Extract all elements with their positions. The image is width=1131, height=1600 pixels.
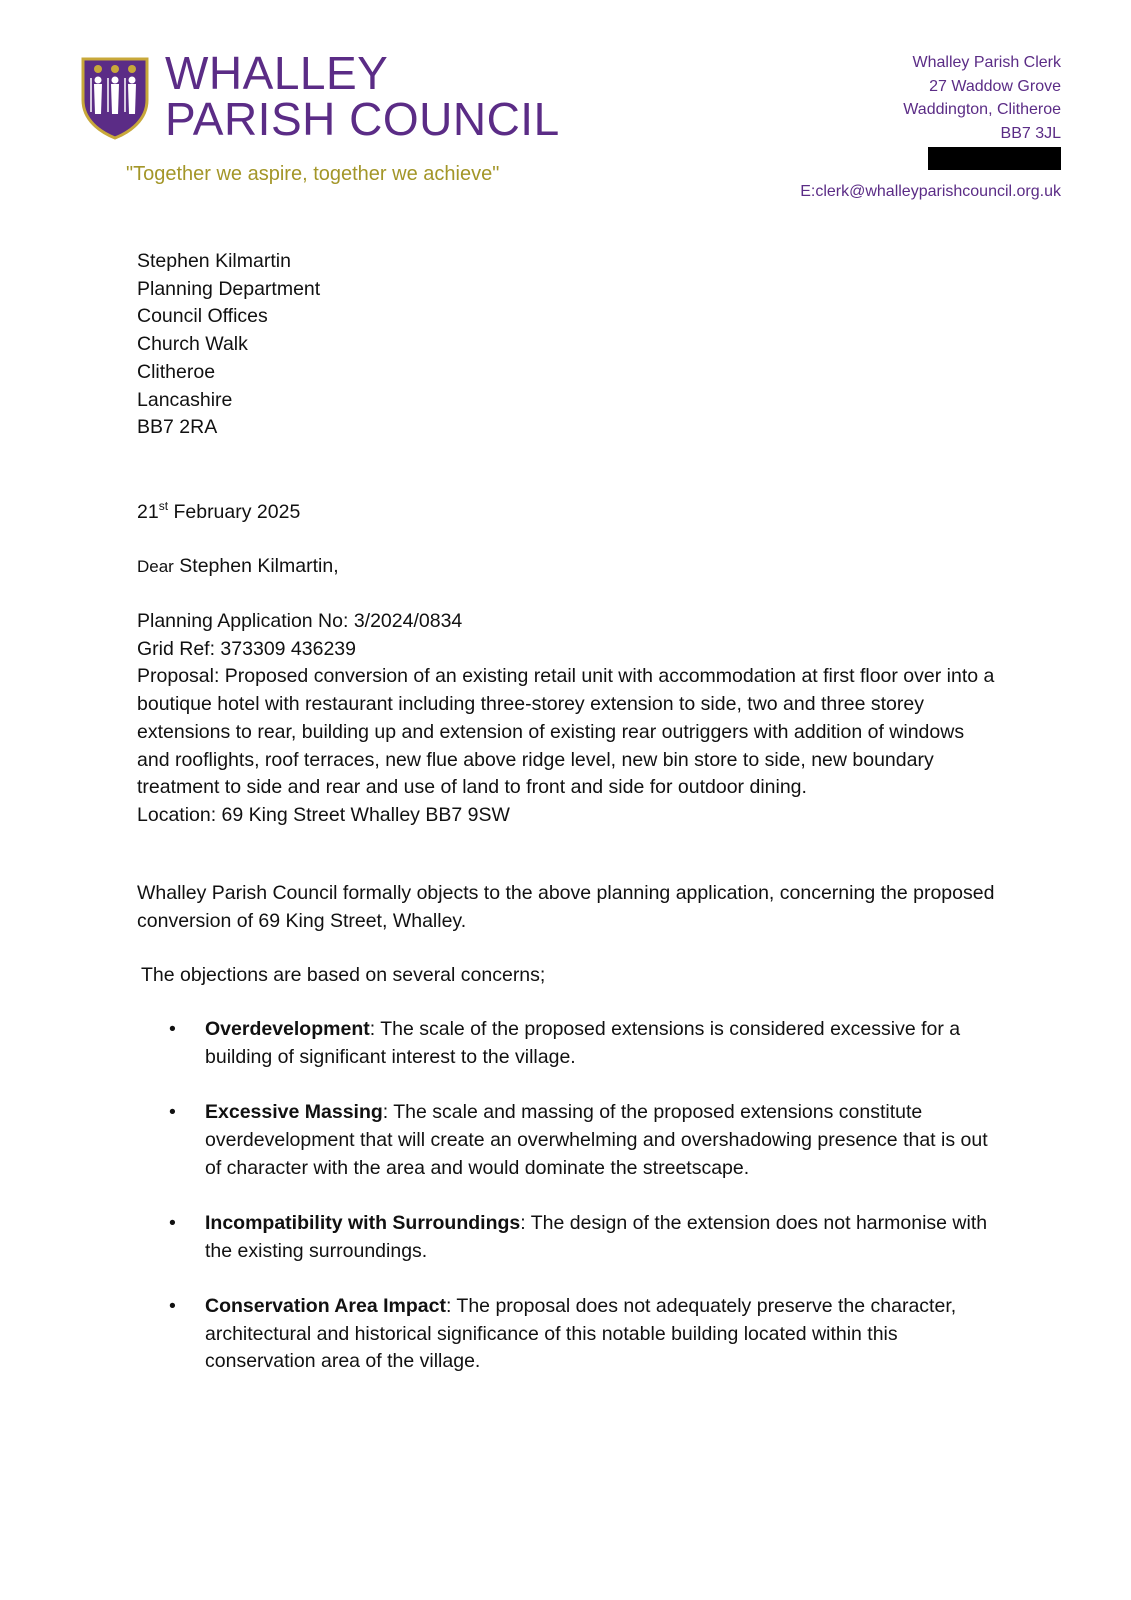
concern-title: Overdevelopment [205, 1018, 370, 1040]
sender-line: 27 Waddow Grove [929, 77, 1061, 95]
salutation-dear: Dear [137, 557, 174, 576]
sender-address [800, 51, 1061, 203]
date-rest: February 2025 [168, 501, 301, 523]
concerns-intro: The objections are based on several concerns; [141, 964, 546, 986]
salutation [137, 553, 339, 581]
grid-reference: Grid Ref: 373309 436239 [137, 637, 356, 660]
bullet-icon: • [169, 1211, 176, 1234]
objection-paragraph: Whalley Parish Council formally objects to the above planning application, concerning the proposed conversion of 69 King Street, Whalley. [137, 882, 995, 932]
salutation-name: Stephen Kilmartin, [173, 555, 339, 577]
concern-text: : The scale and massing of the proposed extensions constitute overdevelopment that will create an overwhelming and overshadowing presence that is out of character with the area and would dominate the streetscape. [205, 1101, 988, 1179]
recipient-line: Council Offices [137, 305, 268, 328]
letter-date [137, 499, 300, 527]
recipient-line: Clitheroe [137, 360, 216, 383]
date-suffix: st [158, 499, 169, 513]
org-name-line2: PARISH COUNCIL [165, 93, 560, 145]
concern-item [137, 1210, 997, 1265]
recipient-address [137, 248, 320, 442]
bullet-icon: • [169, 1018, 176, 1040]
recipient-line: Church Walk [137, 333, 248, 356]
date-day: 21 [137, 501, 159, 523]
sender-line: BB7 3JL [1000, 124, 1061, 142]
tagline: "Together we aspire, together we achieve" [126, 163, 500, 185]
bullet-icon: • [169, 1294, 176, 1317]
recipient-line: Planning Department [137, 277, 321, 300]
org-name-line1: WHALLEY [165, 47, 389, 99]
concerns-list [137, 1016, 997, 1404]
proposal-text: Proposal: Proposed conversion of an existing retail unit with accommodation at first floor over into a boutique hotel with restaurant including three-storey extension to side, two and three storey extensions to rear, building up and extension of existing rear outriggers with addition of windows and rooflights, roof terraces, new flue above ridge level, new bin store to side, new boundary treatment to side and rear and use of land to front and side for outdoor dining. [137, 665, 995, 799]
sender-email: E:clerk@whalleyparishcouncil.org.uk [800, 182, 1061, 200]
application-number: Planning Application No: 3/2024/0834 [137, 610, 463, 632]
concern-text: : The scale of the proposed extensions is considered excessive for a building of significant interest to the village. [205, 1018, 961, 1068]
bullet-icon: • [169, 1101, 176, 1124]
sender-line: Whalley Parish Clerk [912, 54, 1061, 71]
recipient-line: BB7 2RA [137, 416, 218, 439]
location-text: Location: 69 King Street Whalley BB7 9SW [137, 803, 510, 826]
concern-title: Conservation Area Impact [205, 1294, 446, 1317]
concern-title: Incompatibility with Surroundings [205, 1211, 521, 1234]
concern-title: Excessive Massing [205, 1101, 383, 1124]
concern-item [137, 1016, 997, 1071]
org-name [165, 47, 560, 145]
application-details [137, 608, 997, 830]
parish-crest-icon [80, 56, 150, 140]
recipient-line: Lancashire [137, 388, 233, 411]
concern-item [137, 1099, 997, 1182]
redaction-bar [928, 147, 1061, 170]
concern-text: : The design of the extension does not harmonise with the existing surroundings. [205, 1211, 988, 1262]
concern-text: : The proposal does not adequately preserve the character, architectural and historical significance of this notable building located within this conservation area of the village. [205, 1294, 957, 1373]
sender-line: Waddington, Clitheroe [903, 101, 1061, 118]
concern-item [137, 1293, 997, 1376]
recipient-line: Stephen Kilmartin [137, 250, 291, 272]
